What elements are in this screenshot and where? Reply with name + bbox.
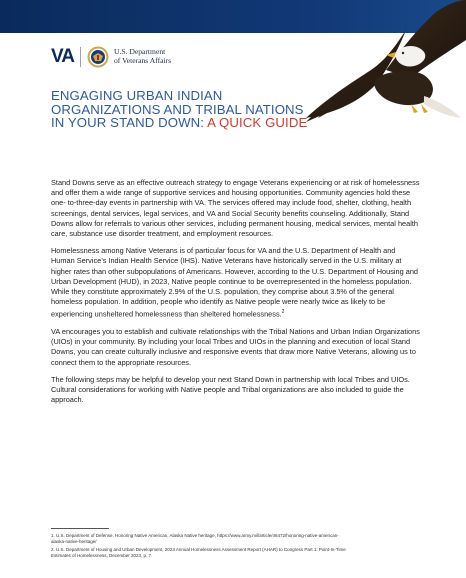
va-seal-icon (87, 46, 109, 68)
page-title-main: ENGAGING URBAN INDIAN ORGANIZATIONS AND TRIBAL NATIONS IN YOUR STAND DOWN: (51, 88, 304, 131)
paragraph-text: Homelessness among Native Veterans is of particular focus for VA and the U.S. Department of Health and Human Service’s Indian Health Service (IHS). Native Veterans have historically served in the U.S. military at higher rates than other subpopulations of Americans. However, according to the U.S. Department of Housing and Urban Development (HUD), in 2023, Native people continue to be overrepresented in the homeless population. While they constitute approximately 2.9% of the U.S. population, they comprise about 3.5% of the general homeless population. In addition, people who identify as Native people were nearly twice as likely to be experiencing unsheltered homelessness than sheltered homelessness. (51, 246, 418, 319)
paragraph: The following steps may be helpful to develop your next Stand Down in partnership with local Tribes and UIOs. Cultural considerations for working with Native people and Tribal organizations are also included to guide the approach. (51, 374, 410, 405)
va-logo (51, 44, 171, 70)
footnote-divider (51, 528, 109, 529)
department-name (114, 48, 171, 66)
va-mark: VA (51, 46, 74, 67)
department-line-1: U.S. Department (113, 47, 166, 57)
footnote-item: 1. U.S. Department of Defense, Honoring Native American, Alaska Native heritage, https://www.army.mil/article/46472/honoring-native-american-alaska-native-heritage/ (51, 533, 339, 545)
paragraph (51, 246, 421, 320)
paragraph: VA encourages you to establish and cultivate relationships with the Tribal Nations and Urban Indian Organizations (UIOs) in your community. By including your local Tribes and UIOs in the planning and execution of local Stand Downs, you can create culturally inclusive and responsive events that draw more Native Veterans, allowing us to connect them to the appropriate resources. (51, 327, 420, 367)
paragraph: Stand Downs serve as an effective outreach strategy to engage Veterans experiencing or at risk of homelessness and offer them a wide range of supportive services and housing opportunities. Community agencies hold these one- to-three-day events in partnership with VA. The services offered may include food, shelter, clothing, health screenings, dental services, legal services, and VA and Social Security benefits counseling. Additionally, Stand Downs allow for referrals to various other services, including permanent housing, medical services, mental health care, substance use disorder treatment, and employment resources. (51, 178, 420, 239)
page-title (51, 89, 311, 130)
logo-divider (80, 47, 81, 67)
footnote-item: 2. U.S. Department of Housing and Urban Development, 2023 Annual Homelessness Assessment Report (AHAR) to Congress Part 1: Point-In-Time Estimates of Homelessness, December 2023, p. 7. (51, 546, 346, 558)
page-title-accent: A QUICK GUIDE (207, 115, 308, 131)
footnote-ref: 2 (281, 309, 285, 316)
footnotes (51, 533, 351, 560)
department-line-2: of Veterans Affairs (113, 56, 172, 65)
body-text (51, 178, 421, 413)
